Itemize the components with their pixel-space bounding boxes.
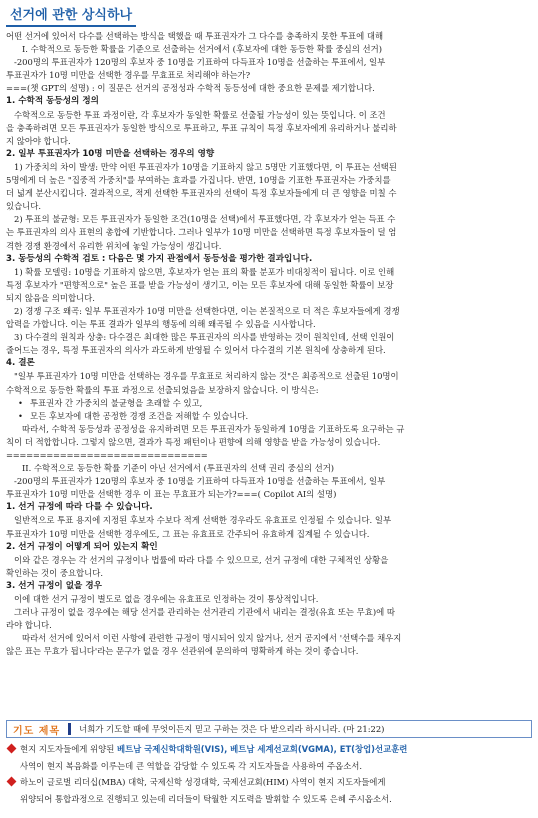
paragraph-line: 2) 경쟁 구조 왜곡: 일부 투표권자가 10명 미만을 선택한다면, 이는 본질적으로 더 적은 후보자들에게 경쟁 — [14, 305, 400, 316]
prayer-title: 기도 제목 — [13, 725, 61, 737]
diamond-bullet-icon — [7, 744, 17, 754]
paragraph-line: 1) 확률 모델링: 10명을 기표하지 않으면, 후보자가 얻는 표의 확률 분포가 비대칭적이 됩니다. 이로 인해 — [14, 266, 395, 277]
paragraph-line: ===(챗 GPT의 설명) : 이 질문은 선거의 공정성과 수학적 동등성에 대한 중요한 문제를 제기합니다. — [6, 83, 375, 94]
paragraph-line: 어떤 선거에 있어서 다수를 선택하는 방식을 택했을 때 투표권자가 그 다수를 충족하지 못한 투표에 대해 — [6, 31, 384, 41]
title-divider — [68, 723, 71, 735]
paragraph-line: -200명의 투표권자가 120명의 후보자 중 10명을 기표하여 다득표자 10명을 선출하는 투표에서, 일부 — [14, 57, 386, 68]
paragraph-line: 수학적으로 동등한 확률의 투표 과정으로 선출되었음을 보장하지 않습니다. 이 방식은: — [6, 384, 319, 395]
paragraph-line: 이에 대한 선거 규정이 별도로 없을 경우에는 유효표로 인정하는 것이 통상적입니다. — [14, 594, 319, 605]
paragraph-line: 그러나 규정이 없을 경우에는 해당 선거를 관리하는 선거관리 기관에서 내리는 결정(유효 또는 무효)에 따 — [14, 607, 395, 618]
section-heading: 2. 선거 규정이 어떻게 되어 있는지 확인 — [6, 541, 158, 552]
paragraph-line: 투표권자가 10명 미만을 선택한 경우를 무효표로 처리해야 하는가? — [6, 70, 251, 81]
section-heading: 1. 선거 규정에 따라 다를 수 있습니다. — [6, 502, 153, 513]
paragraph-line: 따라서, 수학적 동등성과 공정성을 유지하려면 모든 투표권자가 동일하게 10명을 기표하도록 요구하는 규 — [22, 423, 405, 434]
paragraph-line: 특정 후보자가 "편향적으로" 높은 표를 받을 가능성이 생기고, 이는 모든 후보자에 대해 동일한 확률이 보장 — [6, 279, 394, 290]
paragraph-line: 줄어드는 경우, 특정 투표권자의 의사가 과도하게 반영될 수 있어서 다수결의 기본 원칙에 상충하게 된다. — [6, 345, 386, 356]
paragraph-line: ============================== — [6, 450, 208, 460]
paragraph-line: 따라서 선거에 있어서 이런 사항에 관련한 규정이 명시되어 있지 않거나, 선거 공지에서 '선택수를 채우지 — [22, 633, 402, 644]
paragraph-line: 더 넓게 분산시킵니다. 결과적으로, 적게 선택한 투표권자의 선택이 특정 후보자들에게 더 큰 영향을 미칠 수 — [6, 188, 397, 199]
section-heading: 4. 결론 — [6, 358, 35, 369]
paragraph-line: I. 수학적으로 동등한 확률을 기준으로 선출하는 선거에서 (후보자에 대한 동등한 확률 중심의 선거) — [22, 44, 382, 55]
paragraph-line: 2) 투표의 불균형: 모든 투표권자가 동일한 조건(10명을 선택)에서 투표했다면, 각 후보자가 얻는 득표 수 — [14, 214, 396, 225]
diamond-bullet-icon — [7, 777, 17, 787]
bullet-item: • 모든 후보자에 대한 공정한 경쟁 조건을 저해할 수 있습니다. — [6, 410, 532, 423]
paragraph-line: 1) 가중치의 차이 발생: 만약 어떤 투표권자가 10명을 기표하지 않고 5명만 기표했다면, 이 투표는 선택된 — [14, 161, 397, 172]
paragraph-line: II. 수학적으로 동등한 확률 기준이 아닌 선거에서 (투표권자의 선택 권리 중심의 선거) — [22, 463, 335, 474]
prayer-verse: 너희가 기도할 때에 무엇이든지 믿고 구하는 것은 다 받으리라 하시니라. (마 21:22) — [79, 724, 385, 734]
section-heading: 3. 선거 규정이 없을 경우 — [6, 580, 102, 591]
prayer-item — [6, 741, 532, 774]
paragraph-line: "일부 투표권자가 10명 미만을 선택하는 경우를 무효표로 처리하지 않는 것"은 최종적으로 선출된 10명이 — [14, 371, 399, 382]
paragraph-line: 지 않아야 합니다. — [6, 135, 71, 146]
article-body — [6, 30, 532, 659]
paragraph-line: 투표권자가 10명 미만을 선택한 경우 이 표는 무효표가 되는가?===( Copilot AI의 설명) — [6, 489, 337, 500]
paragraph-line: 3) 다수결의 원칙과 상충: 다수결은 최대한 많은 투표권자의 의사를 반영하는 것이 원칙인데, 선택 인원이 — [14, 332, 395, 343]
prayer-section — [6, 720, 532, 807]
paragraph-line: 5명에게 더 높은 "집중적 가중치"를 부여하는 효과를 가집니다. 반면, 10명을 기표한 투표권자는 가중치를 — [6, 175, 391, 186]
prayer-item-highlight: 베트남 국제신학대학원(VIS), 베트남 세계선교회(VGMA), ET(창업)선교훈련 — [116, 744, 408, 754]
paragraph-line: 수학적으로 동등한 투표 과정이란, 각 후보자가 동일한 확률로 선출될 가능성이 있는 뜻입니다. 이 조건 — [14, 109, 386, 120]
paragraph-line: 압력을 가합니다. 이는 투표 결과가 일부의 행동에 의해 왜곡될 수 있음을 시사합니다. — [6, 319, 316, 330]
document-title: 선거에 관한 상식하나 — [6, 7, 136, 27]
section-heading: 2. 일부 투표권자가 10명 미만을 선택하는 경우의 영향 — [6, 148, 215, 159]
paragraph-line: 일반적으로 투표 용지에 지정된 후보자 수보다 적게 선택한 경우라도 유효표로 인정될 수 있습니다. 일부 — [14, 515, 392, 526]
paragraph-line: 되지 않음을 의미합니다. — [6, 292, 95, 303]
prayer-item-line2: 사역이 현지 복음화를 이루는데 큰 역할을 감당할 수 있도록 각 지도자들을 사용하여 주옵소서. — [20, 760, 363, 771]
paragraph-line: 라야 합니다. — [6, 620, 52, 631]
prayer-item-pre: 현지 지도자들에게 위양된 — [20, 744, 117, 754]
section-heading: 3. 동등성의 수학적 검토 : 다음은 몇 가지 관점에서 동등성을 평가한 결과입니다. — [6, 253, 313, 264]
prayer-item — [6, 774, 532, 807]
paragraph-line: 격한 경쟁 환경에서 유리한 위치에 놓일 가능성이 생깁니다. — [6, 240, 222, 251]
paragraph-line: 칙이 더 적합합니다. 그렇지 않으면, 결과가 특정 패턴이나 편향에 의해 영향을 받을 가능성이 있습니다. — [6, 436, 381, 447]
paragraph-line: 확인하는 것이 중요합니다. — [6, 567, 103, 578]
prayer-item-line2: 위양되어 통합과정으로 진행되고 있는데 리더들이 탁월한 지도력을 발휘할 수 있도록 은혜 주시옵소서. — [20, 793, 392, 804]
prayer-item-pre: 하노이 글로벌 리더십(MBA) 대학, 국제신학 성경대학, 국제선교회(HIM) 사역이 현지 지도자들에게 — [20, 777, 386, 787]
paragraph-line: 투표권자가 10명 미만을 선택한 경우에도, 그 표는 유효표로 간주되어 유효하게 집계될 수 있습니다. — [6, 528, 370, 539]
paragraph-line: 을 충족하려면 모든 투표권자가 동일한 방식으로 투표하고, 투표 규칙이 특정 후보자에게 유리하거나 불리하 — [6, 122, 397, 133]
paragraph-line: 이와 같은 경우는 각 선거의 규정이나 법률에 따라 다를 수 있으므로, 선거 규정에 대한 구체적인 상황을 — [14, 554, 389, 565]
paragraph-line: 는 투표권자의 의사 표현의 총합에 기반합니다. 그러나 일부가 10명 미만을 선택하면 특정 후보자들이 덜 엄 — [6, 227, 397, 238]
paragraph-line: 않은 표는 무효가 됩니다'라는 문구가 없을 경우 선관위에 문의하여 명확하게 하는 것이 좋습니다. — [6, 646, 359, 657]
section-heading: 1. 수학적 동등성의 정의 — [6, 96, 99, 107]
bullet-item: • 투표권자 간 가중치의 불균형을 초래할 수 있고, — [6, 397, 532, 410]
prayer-list — [6, 741, 532, 807]
paragraph-line: 있습니다. — [6, 201, 42, 212]
paragraph-line: -200명의 투표권자가 120명의 후보자 중 10명을 기표하여 다득표자 10명을 선출하는 투표에서, 일부 — [14, 476, 386, 487]
prayer-header — [6, 720, 532, 738]
